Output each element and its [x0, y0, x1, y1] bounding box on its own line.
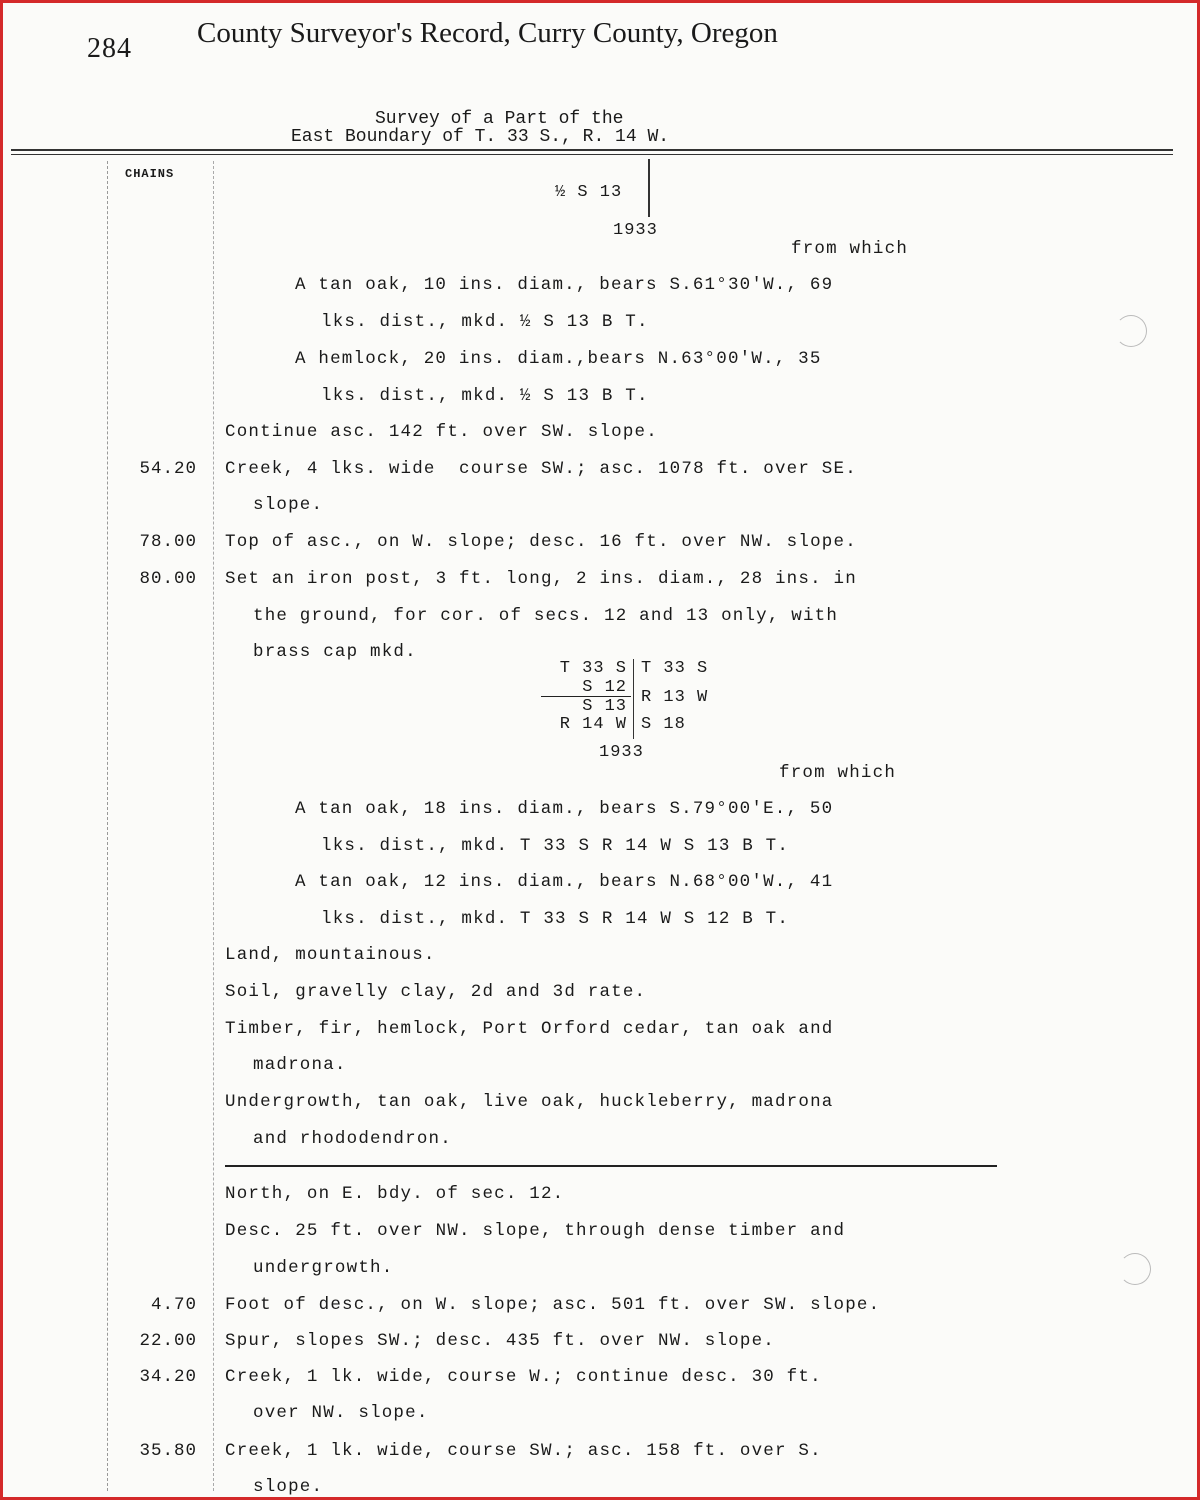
description-line: Undergrowth, tan oak, live oak, huckleberry, madrona	[225, 1092, 834, 1112]
stamp-left-line: R 14 W	[559, 715, 627, 734]
corner-mark-year: 1933	[613, 221, 658, 240]
stamp-right-line: T 33 S	[641, 659, 709, 678]
chain-value: 35.80	[139, 1441, 197, 1461]
section-separator	[225, 1165, 997, 1167]
stamp-left-line: T 33 S	[559, 659, 627, 678]
description-line: Timber, fir, hemlock, Port Orford cedar, tan oak and	[225, 1019, 834, 1039]
survey-title-line-1: Survey of a Part of the	[375, 109, 624, 129]
entry-line: brass cap mkd.	[253, 642, 417, 662]
chain-value: 80.00	[139, 569, 197, 589]
stamp-left-line: S 13	[582, 697, 627, 716]
from-which-label: from which	[779, 763, 897, 783]
entry-line: over NW. slope.	[253, 1403, 429, 1423]
punch-hole-mark	[1115, 315, 1147, 347]
page-number: 284	[87, 33, 132, 64]
entry-line: Creek, 1 lk. wide, course SW.; asc. 158 ft. over S.	[225, 1441, 822, 1461]
bearing-tree-line: A tan oak, 18 ins. diam., bears S.79°00'E., 50	[295, 799, 834, 819]
corner-mark: ½ S 13	[555, 183, 623, 202]
header-rule-bottom	[11, 154, 1173, 155]
entry-line: slope.	[253, 495, 324, 515]
bearing-tree-line: A hemlock, 20 ins. diam.,bears N.63°00'W., 35	[295, 349, 822, 369]
description-line: madrona.	[253, 1055, 347, 1075]
stamp-right-line: S 18	[641, 715, 686, 734]
chain-value: 54.20	[139, 459, 197, 479]
section-intro-line: Desc. 25 ft. over NW. slope, through dense timber and	[225, 1221, 846, 1241]
entry-line: Creek, 4 lks. wide course SW.; asc. 1078 ft. over SE.	[225, 459, 857, 479]
entry-line: Creek, 1 lk. wide, course W.; continue desc. 30 ft.	[225, 1367, 822, 1387]
section-intro-line: undergrowth.	[253, 1258, 394, 1278]
description-line: and rhododendron.	[253, 1129, 452, 1149]
bearing-tree-line: lks. dist., mkd. ½ S 13 B T.	[321, 312, 649, 332]
stamp-right-line: R 13 W	[641, 688, 709, 707]
entry-line: the ground, for cor. of secs. 12 and 13 only, with	[253, 606, 839, 626]
entry-line: Top of asc., on W. slope; desc. 16 ft. over NW. slope.	[225, 532, 857, 552]
entry-line: Set an iron post, 3 ft. long, 2 ins. diam., 28 ins. in	[225, 569, 857, 589]
description-line: Soil, gravelly clay, 2d and 3d rate.	[225, 982, 647, 1002]
continue-line: Continue asc. 142 ft. over SW. slope.	[225, 422, 658, 442]
corner-mark-post-line	[648, 159, 650, 217]
description-line: Land, mountainous.	[225, 945, 436, 965]
bearing-tree-line: A tan oak, 10 ins. diam., bears S.61°30'W., 69	[295, 275, 834, 295]
stamp-left-line: S 12	[582, 678, 627, 697]
left-margin-line	[107, 161, 108, 1491]
stamp-vertical-line	[633, 659, 634, 739]
chain-value: 78.00	[139, 532, 197, 552]
bearing-tree-line: A tan oak, 12 ins. diam., bears N.68°00'W., 41	[295, 872, 834, 892]
entry-line: Spur, slopes SW.; desc. 435 ft. over NW. slope.	[225, 1331, 775, 1351]
punch-hole-mark	[1119, 1253, 1151, 1285]
survey-title-line-2: East Boundary of T. 33 S., R. 14 W.	[291, 127, 670, 147]
stamp-divider	[541, 696, 631, 697]
chain-value: 34.20	[139, 1367, 197, 1387]
entry-line: slope.	[253, 1477, 324, 1497]
from-which-label: from which	[791, 239, 909, 259]
bearing-tree-line: lks. dist., mkd. T 33 S R 14 W S 13 B T.	[321, 836, 790, 856]
record-title: County Surveyor's Record, Curry County, Oregon	[197, 17, 778, 49]
chain-value: 22.00	[139, 1331, 197, 1351]
bearing-tree-line: lks. dist., mkd. ½ S 13 B T.	[321, 386, 649, 406]
chains-column-divider	[213, 161, 214, 1491]
stamp-year: 1933	[599, 743, 644, 762]
section-heading: North, on E. bdy. of sec. 12.	[225, 1184, 565, 1204]
header-rule-top	[11, 149, 1173, 151]
bearing-tree-line: lks. dist., mkd. T 33 S R 14 W S 12 B T.	[321, 909, 790, 929]
chains-column-label: CHAINS	[125, 167, 175, 181]
entry-line: Foot of desc., on W. slope; asc. 501 ft. over SW. slope.	[225, 1295, 881, 1315]
chain-value: 4.70	[150, 1295, 197, 1315]
